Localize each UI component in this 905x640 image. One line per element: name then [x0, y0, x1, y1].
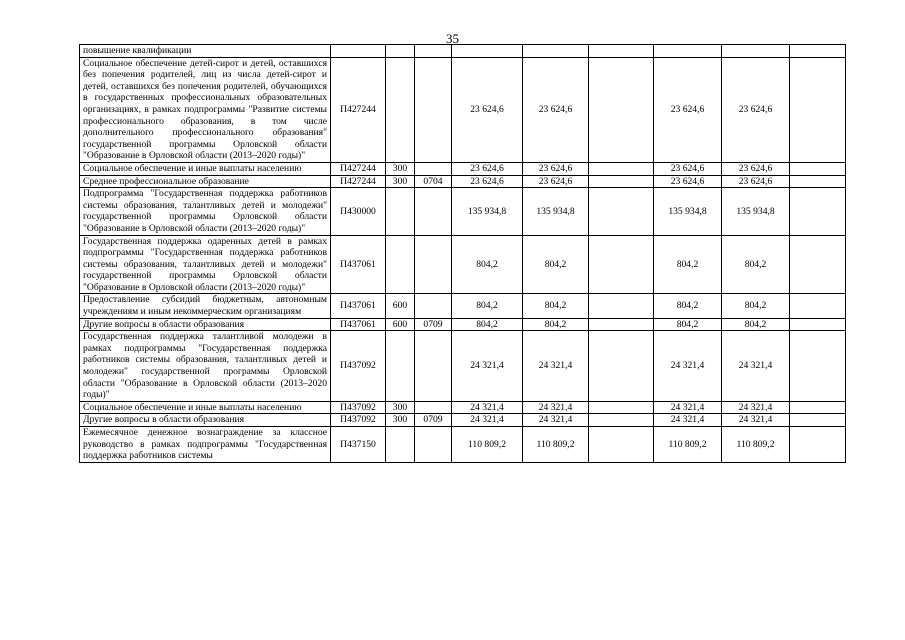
amount-6: [790, 57, 846, 162]
amount-4: 23 624,6: [654, 57, 722, 162]
section-code: [415, 294, 452, 318]
amount-4: 24 321,4: [654, 414, 722, 427]
row-name: Предоставление субсидий бюджетным, автономным учреждениям и иным некоммерческим организациям: [80, 294, 331, 318]
amount-2: 110 809,2: [523, 427, 589, 463]
amount-4: [654, 45, 722, 58]
row-name: Подпрограмма "Государственная поддержка работников системы образования, талантливых детей и молодежи" государственной программы Орловской области "Образование в Орловской области (2013–2020 годы)": [80, 188, 331, 235]
amount-6: [790, 331, 846, 402]
amount-4: 23 624,6: [654, 162, 722, 175]
amount-3: [589, 175, 654, 188]
row-name: Государственная поддержка одаренных детей в рамках подпрограммы "Государственная поддержка работников системы образования, талантливых детей и молодежи" государственной программы Орловской области "Образование в Орловской области (2013–2020 годы)": [80, 235, 331, 294]
target-code: П427244: [331, 57, 386, 162]
section-code: [415, 427, 452, 463]
section-code: 0709: [415, 318, 452, 331]
amount-2: 23 624,6: [523, 175, 589, 188]
expense-type: [386, 45, 415, 58]
amount-1: 110 809,2: [452, 427, 523, 463]
target-code: П437092: [331, 414, 386, 427]
expense-type: [386, 57, 415, 162]
amount-2: 135 934,8: [523, 188, 589, 235]
amount-1: 24 321,4: [452, 331, 523, 402]
amount-1: [452, 45, 523, 58]
section-code: [415, 401, 452, 414]
row-name: Государственная поддержка талантливой молодежи в рамках подпрограммы "Государственная поддержка работников системы образования, талантливых детей и молодежи" государственной программы Орловской области "Образование в Орловской области (2013–2020 годы)": [80, 331, 331, 402]
expense-type: 300: [386, 162, 415, 175]
table-row: [80, 45, 846, 58]
amount-2: 23 624,6: [523, 57, 589, 162]
amount-3: [589, 294, 654, 318]
row-name: Другие вопросы в области образования: [80, 414, 331, 427]
amount-4: 110 809,2: [654, 427, 722, 463]
amount-4: 24 321,4: [654, 401, 722, 414]
target-code: П437061: [331, 318, 386, 331]
expense-type: 300: [386, 401, 415, 414]
amount-1: 804,2: [452, 318, 523, 331]
table-row: [80, 57, 846, 162]
amount-1: 804,2: [452, 294, 523, 318]
target-code: П437092: [331, 401, 386, 414]
section-code: [415, 45, 452, 58]
amount-5: 135 934,8: [722, 188, 790, 235]
table-row: [80, 188, 846, 235]
expense-type: [386, 188, 415, 235]
budget-table: [79, 44, 846, 463]
amount-1: 24 321,4: [452, 401, 523, 414]
expense-type: 300: [386, 414, 415, 427]
table-row: [80, 414, 846, 427]
table-row: [80, 294, 846, 318]
amount-5: 804,2: [722, 235, 790, 294]
target-code: [331, 45, 386, 58]
amount-4: 24 321,4: [654, 331, 722, 402]
amount-3: [589, 414, 654, 427]
amount-5: 804,2: [722, 294, 790, 318]
section-code: [415, 188, 452, 235]
amount-5: 23 624,6: [722, 162, 790, 175]
amount-5: 110 809,2: [722, 427, 790, 463]
amount-2: 804,2: [523, 294, 589, 318]
table-row: [80, 235, 846, 294]
amount-6: [790, 401, 846, 414]
amount-6: [790, 45, 846, 58]
table-row: [80, 331, 846, 402]
amount-2: 24 321,4: [523, 401, 589, 414]
amount-6: [790, 175, 846, 188]
amount-2: 24 321,4: [523, 414, 589, 427]
section-code: [415, 235, 452, 294]
amount-4: 804,2: [654, 318, 722, 331]
amount-6: [790, 188, 846, 235]
section-code: 0709: [415, 414, 452, 427]
target-code: П430000: [331, 188, 386, 235]
expense-type: [386, 427, 415, 463]
amount-3: [589, 45, 654, 58]
row-name: Социальное обеспечение и иные выплаты населению: [80, 401, 331, 414]
amount-4: 804,2: [654, 294, 722, 318]
amount-3: [589, 331, 654, 402]
amount-1: 23 624,6: [452, 162, 523, 175]
amount-1: 804,2: [452, 235, 523, 294]
target-code: П437092: [331, 331, 386, 402]
amount-2: [523, 45, 589, 58]
amount-5: 24 321,4: [722, 331, 790, 402]
row-name: Ежемесячное денежное вознаграждение за классное руководство в рамках подпрограммы "Государственная поддержка работников системы: [80, 427, 331, 463]
amount-3: [589, 318, 654, 331]
target-code: П437061: [331, 235, 386, 294]
amount-3: [589, 427, 654, 463]
section-code: [415, 331, 452, 402]
amount-6: [790, 414, 846, 427]
amount-2: 24 321,4: [523, 331, 589, 402]
target-code: П427244: [331, 175, 386, 188]
row-name: Среднее профессиональное образование: [80, 175, 331, 188]
amount-3: [589, 57, 654, 162]
amount-3: [589, 401, 654, 414]
amount-6: [790, 318, 846, 331]
amount-3: [589, 162, 654, 175]
page-number: 35: [446, 31, 459, 46]
amount-6: [790, 427, 846, 463]
amount-2: 23 624,6: [523, 162, 589, 175]
expense-type: [386, 235, 415, 294]
amount-5: 23 624,6: [722, 175, 790, 188]
section-code: [415, 162, 452, 175]
amount-3: [589, 188, 654, 235]
amount-2: 804,2: [523, 235, 589, 294]
expense-type: [386, 331, 415, 402]
table-row: [80, 401, 846, 414]
target-code: П437150: [331, 427, 386, 463]
table-row: [80, 427, 846, 463]
row-name: Другие вопросы в области образования: [80, 318, 331, 331]
amount-1: 135 934,8: [452, 188, 523, 235]
table-row: [80, 175, 846, 188]
amount-5: 23 624,6: [722, 57, 790, 162]
amount-4: 135 934,8: [654, 188, 722, 235]
expense-type: 300: [386, 175, 415, 188]
amount-6: [790, 162, 846, 175]
amount-5: [722, 45, 790, 58]
amount-1: 23 624,6: [452, 57, 523, 162]
amount-5: 24 321,4: [722, 401, 790, 414]
expense-type: 600: [386, 318, 415, 331]
amount-6: [790, 235, 846, 294]
row-name: повышение квалификации: [80, 45, 331, 58]
expense-type: 600: [386, 294, 415, 318]
amount-6: [790, 294, 846, 318]
amount-1: 24 321,4: [452, 414, 523, 427]
amount-3: [589, 235, 654, 294]
amount-1: 23 624,6: [452, 175, 523, 188]
section-code: 0704: [415, 175, 452, 188]
amount-5: 24 321,4: [722, 414, 790, 427]
section-code: [415, 57, 452, 162]
amount-2: 804,2: [523, 318, 589, 331]
amount-4: 804,2: [654, 235, 722, 294]
table-row: [80, 318, 846, 331]
target-code: П427244: [331, 162, 386, 175]
amount-4: 23 624,6: [654, 175, 722, 188]
table-row: [80, 162, 846, 175]
row-name: Социальное обеспечение детей-сирот и детей, оставшихся без попечения родителей, лиц из числа детей-сирот и детей, оставшихся без попечения родителей, обучающихся в государственных профессиональных образовательных организациях, в рамках подпрограммы "Развитие системы профессионального образования, в том числе дополнительного профессионального образования" государственной программы Орловской области "Образование в Орловской области (2013–2020 годы)": [80, 57, 331, 162]
target-code: П437061: [331, 294, 386, 318]
row-name: Социальное обеспечение и иные выплаты населению: [80, 162, 331, 175]
amount-5: 804,2: [722, 318, 790, 331]
